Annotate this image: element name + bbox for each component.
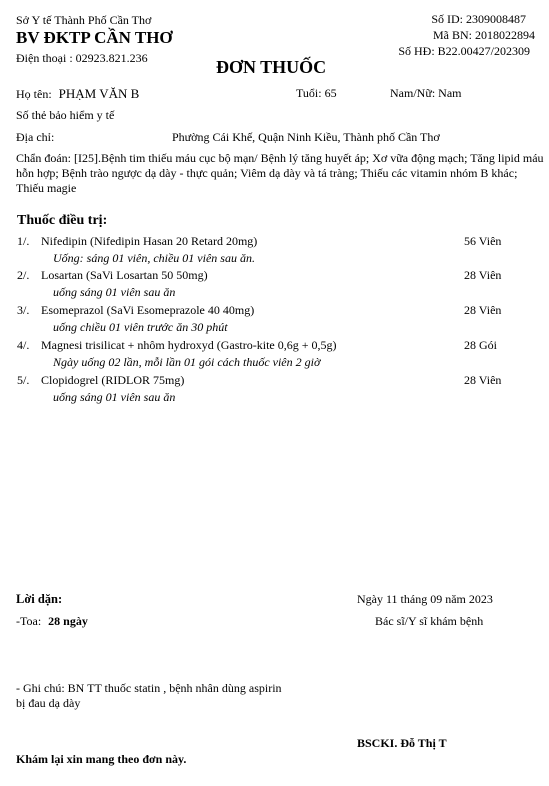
insurance-label: Số thẻ bảo hiểm y tế: [16, 108, 115, 122]
document-title: ĐƠN THUỐC: [216, 57, 327, 77]
toa-days: 28 ngày: [48, 614, 88, 628]
med-quantity: 56 Viên: [464, 234, 502, 248]
note: - Ghi chú: BN TT thuốc statin , bệnh nhân dùng aspirin bị đau dạ dày: [16, 681, 282, 710]
gender-value: Nam: [438, 86, 462, 100]
toa-line: [16, 614, 88, 629]
hd-label: Số HĐ:: [398, 44, 435, 58]
med-number: 5/.: [17, 373, 30, 387]
med-number: 3/.: [17, 303, 30, 317]
medications-title: Thuốc điều trị:: [17, 213, 108, 228]
age-line: [296, 86, 337, 101]
med-quantity: 28 Gói: [464, 338, 497, 352]
phone-line: [16, 51, 148, 66]
id-value: 2309008487: [466, 12, 526, 26]
address-value: Phường Cái Khế, Quận Ninh Kiều, Thành phố Cần Thơ: [172, 130, 440, 144]
med-name: Losartan (SaVi Losartan 50 50mg): [41, 268, 208, 282]
age-value: 65: [324, 86, 337, 100]
id-line: [431, 12, 526, 27]
bn-value: 2018022894: [475, 28, 535, 42]
patient-name-line: [16, 86, 139, 102]
prescription-date: Ngày 11 tháng 09 năm 2023: [357, 592, 493, 606]
med-usage: uống sáng 01 viên sau ăn: [53, 285, 176, 299]
recheck-note: Khám lại xin mang theo đơn này.: [16, 752, 187, 766]
doctor-name: BSCKI. Đỗ Thị T: [357, 736, 447, 750]
diagnosis: [16, 151, 544, 196]
toa-label: -Toa:: [16, 614, 42, 628]
med-name: Esomeprazol (SaVi Esomeprazole 40 40mg): [41, 303, 255, 317]
med-name: Nifedipin (Nifedipin Hasan 20 Retard 20mg): [41, 234, 258, 248]
age-label: Tuổi:: [296, 86, 322, 100]
med-quantity: 28 Viên: [464, 268, 502, 282]
med-usage: uống sáng 01 viên sau ăn: [53, 390, 176, 404]
bn-line: [433, 28, 535, 43]
diagnosis-label: Chẩn đoán:: [16, 151, 71, 165]
diagnosis-value: [I25].Bệnh tim thiếu máu cục bộ mạn/ Bệnh lý tăng huyết áp; Xơ vữa động mạch; Tăng lipid máu hỗn hợp; Bệnh trào ngược dạ dày - thực quản; Viêm dạ dày và tá tràng; Thiếu các vitamin nhóm B khác; Thiếu magie: [16, 151, 544, 195]
hd-line: [398, 44, 530, 59]
med-number: 4/.: [17, 338, 30, 352]
advice-label: Lời dặn:: [16, 592, 63, 606]
department-name: Sở Y tế Thành Phố Cần Thơ: [16, 13, 152, 27]
id-label: Số ID:: [431, 12, 463, 26]
med-quantity: 28 Viên: [464, 373, 502, 387]
med-number: 2/.: [17, 268, 30, 282]
med-usage: Ngày uống 02 lần, mỗi lần 01 gói cách thuốc viên 2 giờ: [53, 355, 321, 369]
phone-value: 02923.821.236: [75, 51, 148, 65]
med-number: 1/.: [17, 234, 30, 248]
gender-line: [390, 86, 462, 101]
address-label: Địa chỉ:: [16, 130, 55, 144]
hd-value: B22.00427/202309: [437, 44, 530, 58]
med-quantity: 28 Viên: [464, 303, 502, 317]
bn-label: Mã BN:: [433, 28, 472, 42]
gender-label: Nam/Nữ:: [390, 86, 436, 100]
med-usage: Uống: sáng 01 viên, chiều 01 viên sau ăn.: [53, 251, 255, 265]
med-name: Clopidogrel (RIDLOR 75mg): [41, 373, 185, 387]
patient-name: PHẠM VĂN B: [58, 86, 140, 101]
phone-label: Điện thoại :: [16, 51, 73, 65]
med-name: Magnesi trisilicat + nhôm hydroxyd (Gastro-kite 0,6g + 0,5g): [41, 338, 337, 352]
hospital-name: BV ĐKTP CẦN THƠ: [16, 28, 173, 47]
med-usage: uống chiều 01 viên trước ăn 30 phút: [53, 320, 228, 334]
doctor-role: Bác sĩ/Y sĩ khám bệnh: [375, 614, 484, 628]
name-label: Họ tên:: [16, 87, 52, 101]
